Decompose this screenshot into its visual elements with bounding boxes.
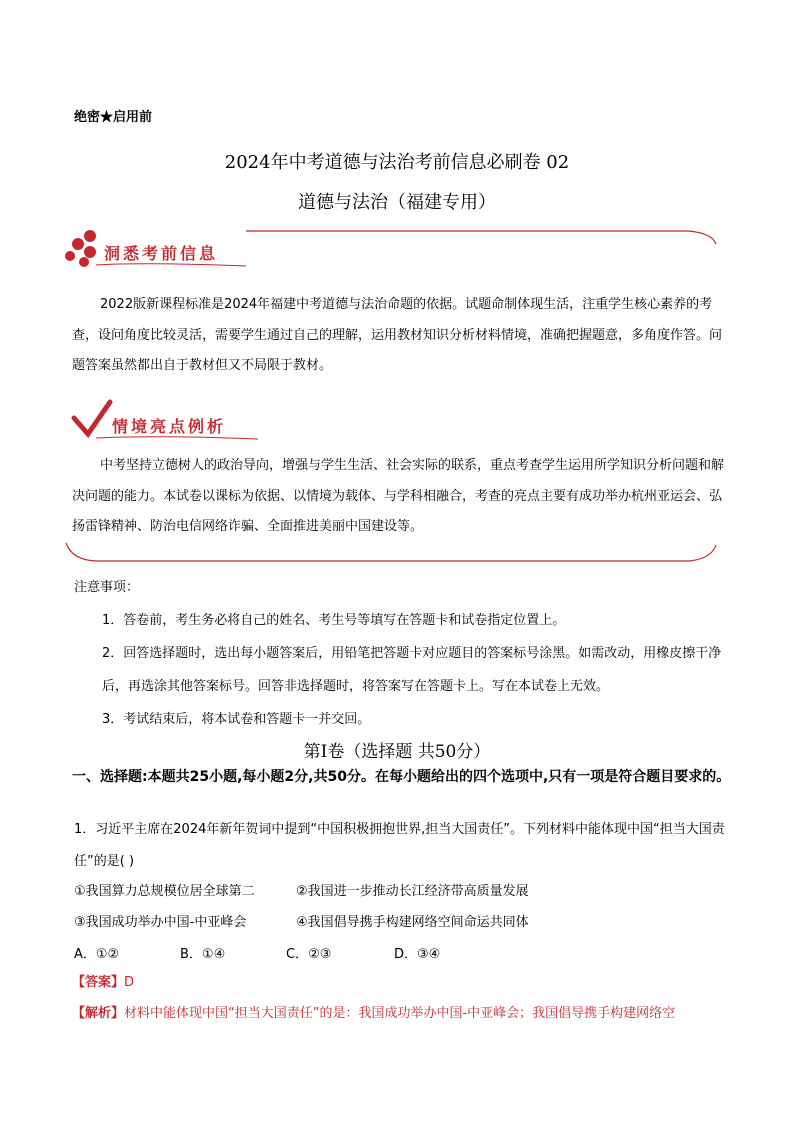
highlights-heading: 情境亮点例析 (112, 417, 227, 436)
question-items-row-1 (0, 880, 794, 900)
note-item-3: 3．考试结束后，将本试卷和答题卡一并交回。 (102, 712, 371, 727)
notes-block (74, 571, 728, 736)
exam-info-paragraph: 2022版新课程标准是2024年福建中考道德与法治命题的依据。试题命制体现生活，注重学生核心素养的考查，设问角度比较灵活，需要学生通过自己的理解，运用教材知识分析材料情境，准确把握题意，多角度作答。问题答案虽然都出自于教材但又不局限于教材。 (72, 297, 723, 373)
question-item-2: ②我国进一步推动长江经济带高质量发展 (296, 884, 529, 899)
section-instructions: 一、选择题:本题共25小题,每小题2分,共50分。在每小题给出的四个选项中,只有一项是符合题目要求的。 (72, 769, 731, 785)
highlights-paragraph: 中考坚持立德树人的政治导向，增强与学生生活、社会实际的联系，重点考查学生运用所学知识分析问题和解决问题的能力。本试卷以课标为依据、以情境为载体、与学科相融合，考查的亮点主要有成功举办杭州亚运会、弘扬雷锋精神、防治电信网络诈骗、全面推进美丽中国建设等。 (72, 458, 725, 534)
heading-underline-1 (96, 264, 246, 266)
confidential-label: 绝密★启用前 (74, 110, 153, 125)
question-items-row-2 (0, 911, 794, 931)
analysis-text: 材料中能体现中国“担当大国责任”的是：我国成功举办中国-中亚峰会；我国倡导携手构建网络空 (124, 1006, 676, 1021)
answer-options-row (0, 943, 794, 963)
note-item-1: 1．答卷前，考生务必将自己的姓名、考生号等填写在答题卡和试卷指定位置上。 (102, 613, 566, 628)
frame-top-line (246, 231, 716, 244)
question-stem: 1．习近平主席在2024年新年贺词中提到“中国积极拥抱世界,担当大国责任”。下列材料中能体现中国“担当大国责任”的是( ) (74, 822, 725, 869)
option-d: D．③④ (394, 947, 441, 962)
answer-label: 【答案】 (72, 975, 125, 990)
frame-bottom-line (66, 543, 716, 561)
highlights-text (72, 451, 726, 543)
exam-info-heading: 洞悉考前信息 (104, 244, 219, 263)
analysis-line (72, 1002, 736, 1021)
heading-underline-2 (96, 437, 258, 439)
exam-info-text (72, 290, 726, 382)
notes-heading: 注意事项： (74, 580, 140, 595)
answer-value: D (124, 975, 135, 990)
exam-subtitle: 道德与法治（福建专用） (298, 192, 496, 213)
question-item-1: ①我国算力总规模位居全球第二 (74, 884, 255, 899)
option-b: B．①④ (180, 947, 226, 962)
question-item-3: ③我国成功举办中国-中亚峰会 (74, 915, 247, 930)
analysis-label: 【解析】 (72, 1006, 125, 1021)
answer-line (72, 971, 134, 990)
flower-icon (65, 230, 96, 267)
checkmark-icon (74, 402, 110, 434)
option-c: C．②③ (286, 947, 332, 962)
part-title: 第Ⅰ卷（选择题 共50分） (303, 742, 491, 762)
question-item-4: ④我国倡导携手构建网络空间命运共同体 (296, 915, 529, 930)
exam-title: 2024年中考道德与法治考前信息必刷卷 02 (224, 152, 570, 173)
note-item-2: 2．回答选择题时，选出每小题答案后，用铅笔把答题卡对应题目的答案标号涂黑。如需改动，用橡皮擦干净后，再选涂其他答案标号。回答非选择题时，将答案写在答题卡上。写在本试卷上无效。 (102, 646, 722, 694)
option-a: A．①② (74, 947, 120, 962)
